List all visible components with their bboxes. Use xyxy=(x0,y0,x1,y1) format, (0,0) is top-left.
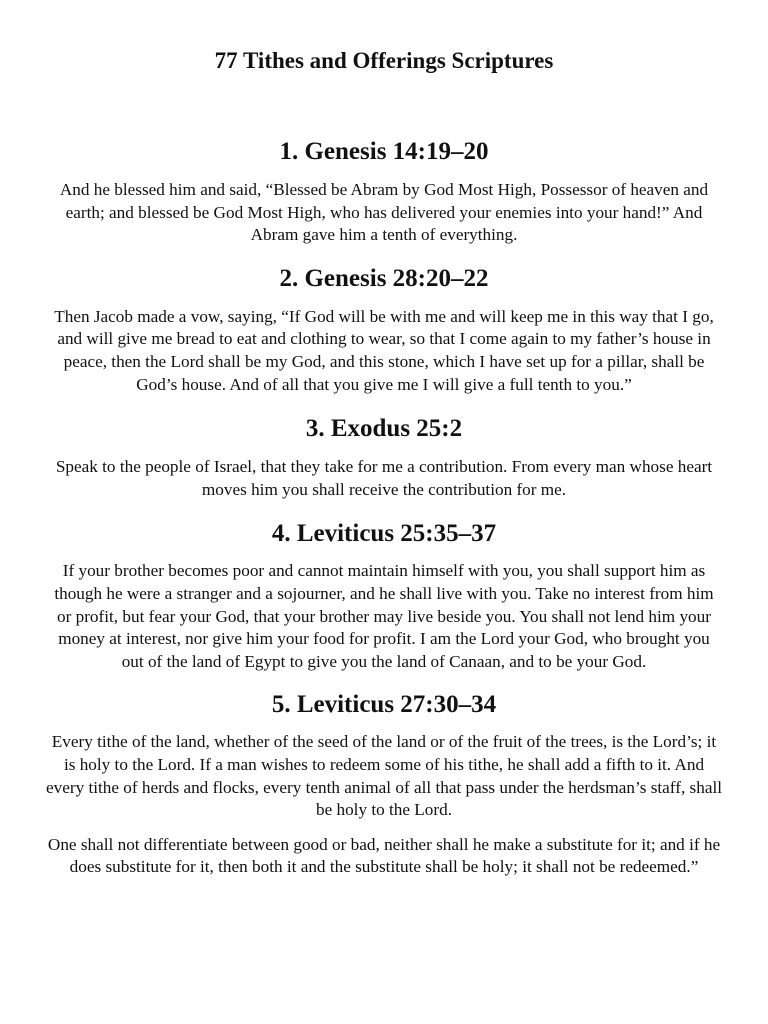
scripture-text: And he blessed him and said, “Blessed be Abram by God Most High, Possessor of heaven and earth; and blessed be God Most High, who has delivered your enemies into your hand!” And Abram gave him a tenth of everything. xyxy=(59,180,709,245)
scripture-text: If your brother becomes poor and cannot maintain himself with you, you shall support him as though he were a stranger and a sojourner, and he shall live with you. Take no interest from him or profit, but fear your God, that your brother may live beside you. You shall not lend him your money at interest, nor give him your food for profit. I am the Lord your God, who brought you out of the land of Egypt to give you the land of Canaan, and to be your God. xyxy=(54,561,714,671)
scripture-section-leviticus-25 xyxy=(46,519,722,673)
scripture-reference-heading: 1. Genesis 14:19–20 xyxy=(279,138,489,165)
scripture-reference-heading: 3. Exodus 25:2 xyxy=(305,415,463,443)
scripture-section-exodus-25 xyxy=(46,414,722,501)
scripture-reference-heading: 4. Leviticus 25:35–37 xyxy=(271,520,497,548)
scripture-text: One shall not differentiate between good or bad, neither shall he make a substitute for it; and if he does substitute for it, then both it and the substitute shall be holy; it shall not be redeemed.” xyxy=(47,834,721,877)
scripture-section-leviticus-27 xyxy=(46,690,722,879)
scripture-reference-heading: 2. Genesis 28:20–22 xyxy=(279,264,489,292)
scripture-reference-heading: 5. Leviticus 27:30–34 xyxy=(271,691,497,719)
scripture-text: Then Jacob made a vow, saying, “If God will be with me and will keep me in this way that I go, and will give me bread to eat and clothing to wear, so that I come again to my father’s house in peace, then the Lord shall be my God, and this stone, which I have set up for a pillar, shall be God’s house. And of all that you give me I will give a full tenth to you.” xyxy=(54,306,714,394)
scripture-text: Speak to the people of Israel, that they take for me a contribution. From every man whose heart moves him you shall receive the contribution for me. xyxy=(55,457,713,499)
scripture-section-genesis-14 xyxy=(46,137,722,247)
scripture-section-genesis-28 xyxy=(46,264,722,396)
document-title: 77 Tithes and Offerings Scriptures xyxy=(214,48,554,73)
scripture-text: Every tithe of the land, whether of the seed of the land or of the fruit of the trees, is the Lord’s; it is holy to the Lord. If a man wishes to redeem some of his tithe, he shall add a fifth to it. And every tithe of herds and flocks, every tenth animal of all that pass under the herdsman’s staff, shall be holy to the Lord. xyxy=(46,732,723,820)
